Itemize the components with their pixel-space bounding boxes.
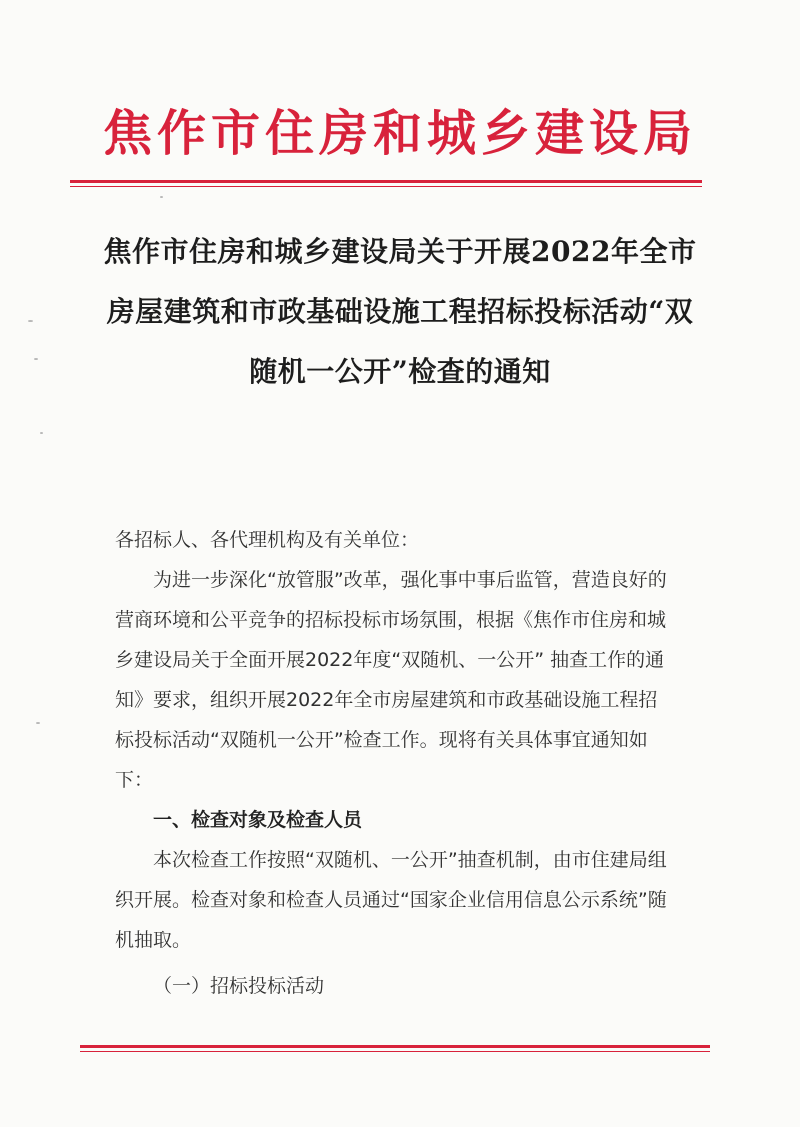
scan-speck [40,432,43,434]
footer-red-rule-thin [80,1051,710,1052]
salutation: 各招标人、各代理机构及有关单位： [115,529,420,551]
footer-red-rule-thick [80,1045,710,1048]
document-body [115,520,675,1006]
scan-speck [36,722,40,724]
scan-speck [160,196,163,198]
subsection-heading-1: （一）招标投标活动 [153,975,325,997]
masthead-red-rule-thin [70,186,702,187]
intro-paragraph: 为进一步深化“放管服”改革，强化事中事后监管，营造良好的营商环境和公平竞争的招标投标市场氛围，根据《焦作市住房和城乡建设局关于全面开展2022年度“双随机、一公开” 抽查工作的通知》要求，组织开展2022年全市房屋建筑和市政基础设施工程招标投标活动“双随机一公开”检查工作。现将有关具体事宜通知如下： [115,569,667,791]
masthead-agency-name: 焦作市住房和城乡建设局 [102,104,697,162]
document-title: 焦作市住房和城乡建设局关于开展2022年全市房屋建筑和市政基础设施工程招标投标活动“双随机一公开”检查的通知 [103,235,697,388]
section-1-paragraph: 本次检查工作按照“双随机、一公开”抽查机制，由市住建局组织开展。检查对象和检查人员通过“国家企业信用信息公示系统”随机抽取。 [115,849,667,951]
masthead-red-rule-thick [70,180,702,183]
scan-speck [34,358,38,360]
scan-speck [28,320,33,322]
section-heading-1: 一、检查对象及检查人员 [153,809,363,831]
